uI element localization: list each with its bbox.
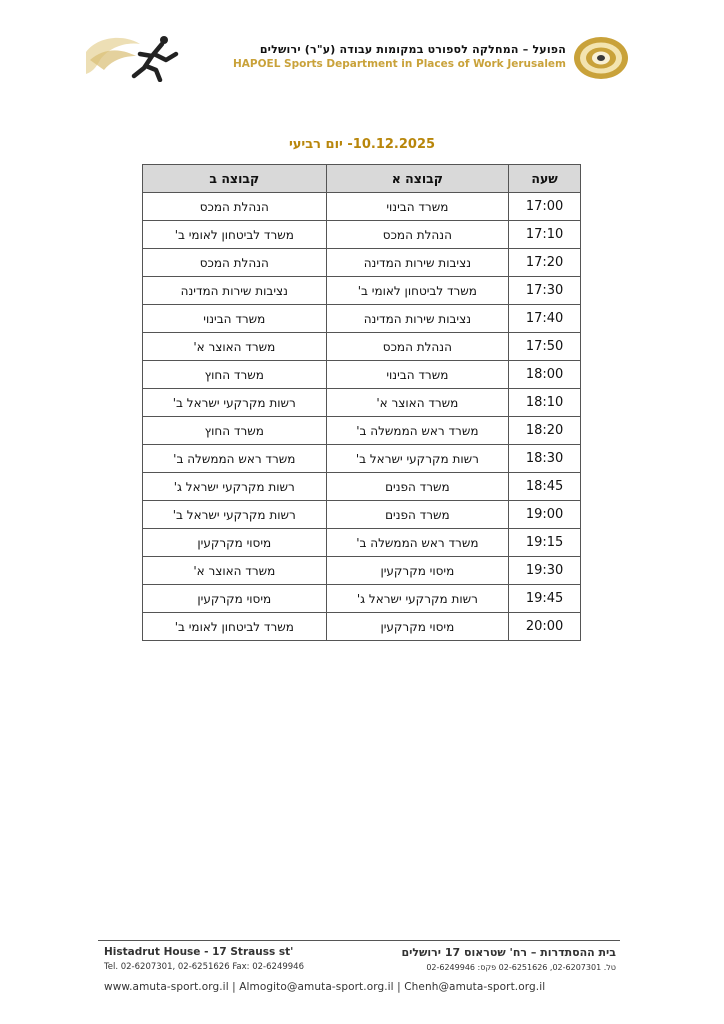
group-b-cell: הנהלת המכס <box>143 249 327 277</box>
time-cell: 18:45 <box>509 473 581 501</box>
group-a-cell: רשות מקרקעי ישראל ג' <box>326 585 509 613</box>
group-b-cell: רשות מקרקעי ישראל ג' <box>143 473 327 501</box>
time-cell: 18:30 <box>509 445 581 473</box>
column-header-group-b: קבוצה ב <box>143 165 327 193</box>
column-header-group-a: קבוצה א <box>326 165 509 193</box>
footer-address-hebrew <box>354 946 616 972</box>
group-b-cell: הנהלת המכס <box>143 193 327 221</box>
group-a-cell: משרד לביטחון לאומי ב' <box>326 277 509 305</box>
group-a-cell: משרד ראש הממשלה ב' <box>326 529 509 557</box>
time-cell: 17:00 <box>509 193 581 221</box>
group-b-cell: נציבות שירות המדינה <box>143 277 327 305</box>
group-a-cell: הנהלת המכס <box>326 333 509 361</box>
time-cell: 18:00 <box>509 361 581 389</box>
group-b-cell: משרד האוצר א' <box>143 557 327 585</box>
footer-divider <box>98 940 620 941</box>
footer-address-en-title: Histadrut House - 17 Strauss st' <box>104 946 294 958</box>
time-cell: 17:20 <box>509 249 581 277</box>
schedule-date-title-text: 10.12.2025- יום רביעי <box>288 137 436 152</box>
group-a-cell: נציבות שירות המדינה <box>326 249 509 277</box>
footer-web-links: www.amuta-sport.org.il | Almogito@amuta-sport.org.il | Chenh@amuta-sport.org.il <box>104 981 546 993</box>
group-a-cell: משרד ראש הממשלה ב' <box>326 417 509 445</box>
time-cell: 19:30 <box>509 557 581 585</box>
schedule-date-title <box>0 137 724 152</box>
group-a-cell: משרד הפנים <box>326 501 509 529</box>
time-cell: 19:15 <box>509 529 581 557</box>
time-cell: 18:20 <box>509 417 581 445</box>
time-cell: 18:10 <box>509 389 581 417</box>
org-name-english: HAPOEL Sports Department in Places of Work Jerusalem <box>232 58 566 70</box>
table-row <box>143 389 581 417</box>
table-row <box>143 305 581 333</box>
column-header-time: שעה <box>509 165 581 193</box>
time-cell: 17:40 <box>509 305 581 333</box>
runner-logo-icon <box>84 30 190 82</box>
footer-phones-he: טל. 02-6207301, 02-6251626 פקס: 02-6249946 <box>426 963 616 972</box>
footer-address-english <box>104 946 334 972</box>
table-row <box>143 193 581 221</box>
table-row <box>143 221 581 249</box>
table-header-row <box>143 165 581 193</box>
group-b-cell: מיסוי מקרקעין <box>143 529 327 557</box>
table-row <box>143 445 581 473</box>
group-b-cell: מיסוי מקרקעין <box>143 585 327 613</box>
table-row <box>143 361 581 389</box>
group-a-cell: משרד הבינוי <box>326 361 509 389</box>
group-a-cell: מיסוי מקרקעין <box>326 557 509 585</box>
group-b-cell: משרד החוץ <box>143 361 327 389</box>
table-row <box>143 585 581 613</box>
table-row <box>143 473 581 501</box>
table-row <box>143 613 581 641</box>
time-cell: 19:45 <box>509 585 581 613</box>
group-b-cell: משרד הבינוי <box>143 305 327 333</box>
table-row <box>143 557 581 585</box>
group-b-cell: משרד החוץ <box>143 417 327 445</box>
table-row <box>143 333 581 361</box>
group-b-cell: רשות מקרקעי ישראל ב' <box>143 389 327 417</box>
group-a-cell: משרד הפנים <box>326 473 509 501</box>
group-b-cell: רשות מקרקעי ישראל ב' <box>143 501 327 529</box>
time-cell: 17:30 <box>509 277 581 305</box>
group-a-cell: רשות מקרקעי ישראל ב' <box>326 445 509 473</box>
table-row <box>143 417 581 445</box>
footer-address-he-title: בית ההסתדרות – רח' שטראוס 17 ירושלים <box>401 946 616 959</box>
group-a-cell: משרד האוצר א' <box>326 389 509 417</box>
group-a-cell: הנהלת המכס <box>326 221 509 249</box>
table-row <box>143 501 581 529</box>
group-b-cell: משרד לביטחון לאומי ב' <box>143 221 327 249</box>
group-a-cell: מיסוי מקרקעין <box>326 613 509 641</box>
group-b-cell: משרד האוצר א' <box>143 333 327 361</box>
hapoel-seal-icon <box>572 35 630 81</box>
table-row <box>143 249 581 277</box>
group-b-cell: משרד ראש הממשלה ב' <box>143 445 327 473</box>
schedule-table <box>142 164 581 641</box>
table-row <box>143 529 581 557</box>
group-a-cell: משרד הבינוי <box>326 193 509 221</box>
footer-phones-en: Tel. 02-6207301, 02-6251626 Fax: 02-6249946 <box>104 962 304 972</box>
time-cell: 20:00 <box>509 613 581 641</box>
group-b-cell: משרד לביטחון לאומי ב' <box>143 613 327 641</box>
time-cell: 17:50 <box>509 333 581 361</box>
letterhead <box>0 0 724 100</box>
time-cell: 19:00 <box>509 501 581 529</box>
group-a-cell: נציבות שירות המדינה <box>326 305 509 333</box>
org-name-hebrew: הפועל – המחלקה לספורט במקומות עבודה (ע"ר) ירושלים <box>259 43 566 56</box>
table-row <box>143 277 581 305</box>
time-cell: 17:10 <box>509 221 581 249</box>
